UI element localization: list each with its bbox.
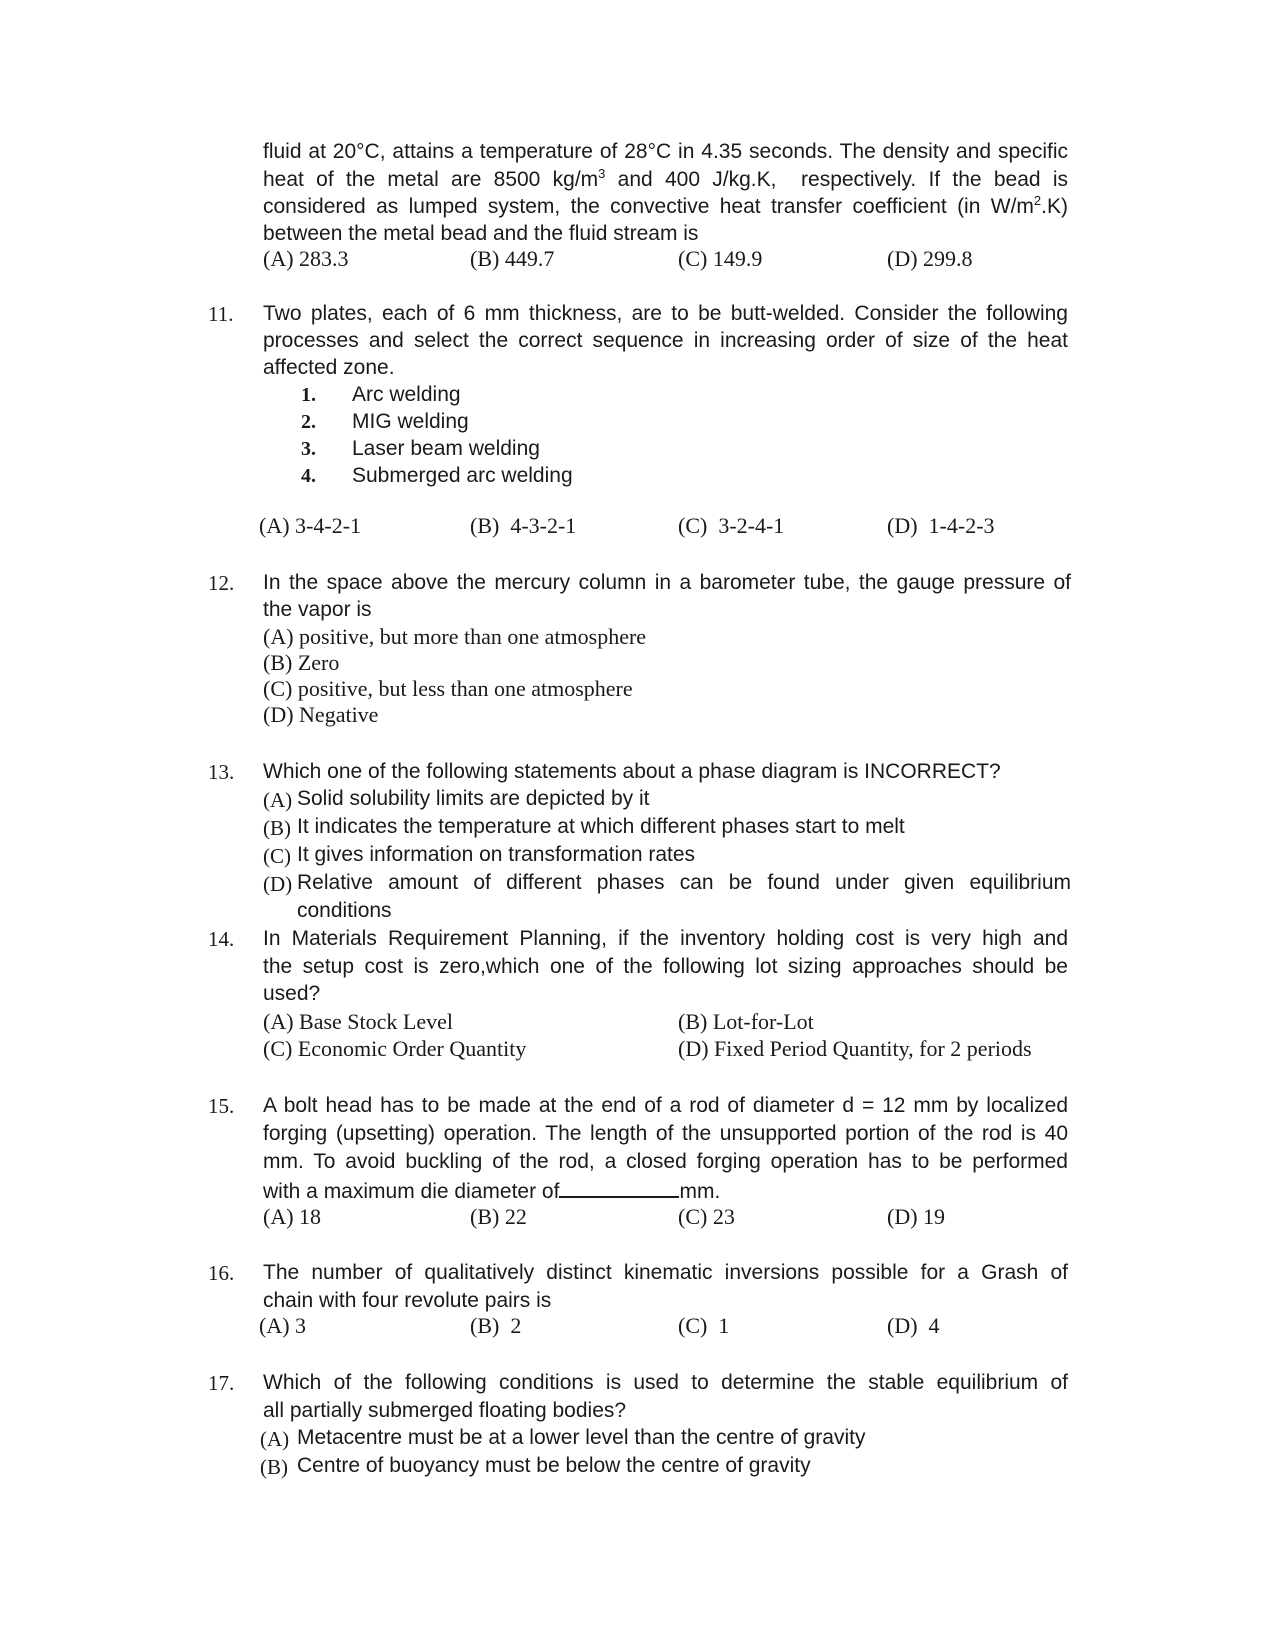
q13-option-d-text: Relative amount of different phases can be found under given equilibrium: [297, 871, 1071, 894]
q10-line-3: considered as lumped system, the convective heat transfer coefficient (in $W/m^2.K$): [263, 193, 1068, 218]
q14-number: 14.: [208, 927, 235, 951]
q12-number: 12.: [208, 571, 235, 595]
q16-option-a: (A) 3: [259, 1313, 307, 1338]
q11-item-number: 4.: [301, 465, 316, 487]
q11-line-2: processes and select the correct sequence in increasing order of size of the heat: [263, 329, 1068, 352]
q11-item-text: Arc welding: [352, 383, 461, 406]
q10-line-2: heat of the metal are 8500 $kg/m^3$ and 400 J/kg.K, respectively. If the bead is: [263, 166, 1069, 191]
q12-option-a: (A) positive, but more than one atmosphere: [263, 624, 647, 649]
q13-option-c-text: It gives information on transformation rates: [297, 843, 696, 866]
q15-option-d: (D) 19: [887, 1204, 946, 1229]
q11-option-a: (A) 3-4-2-1: [259, 513, 362, 538]
q13-option-d-label: (D): [263, 872, 293, 896]
q13-line-1: Which one of the following statements about a phase diagram is INCORRECT?: [263, 760, 1001, 783]
q14-option-a: (A) Base Stock Level: [263, 1009, 453, 1034]
q11-item-number: 2.: [301, 411, 316, 433]
q13-option-b-label: (B): [263, 816, 291, 840]
q11-item-text: Laser beam welding: [352, 437, 540, 460]
q13-option-a-label: (A): [263, 788, 293, 812]
q12-line-2: the vapor is: [263, 598, 372, 621]
q11-item-text: Submerged arc welding: [352, 464, 573, 487]
q11-item-text: MIG welding: [352, 410, 469, 433]
q13-option-d-continuation: conditions: [297, 899, 392, 922]
q12-line-1: In the space above the mercury column in a barometer tube, the gauge pressure of: [263, 571, 1071, 594]
q10-line-4: between the metal bead and the fluid stream is: [263, 222, 699, 245]
q11-item-number: 3.: [301, 438, 316, 460]
q15-option-c: (C) 23: [678, 1204, 735, 1229]
q12-option-c: (C) positive, but less than one atmosphere: [263, 676, 633, 701]
q10-option-a: (A) 283.3: [263, 246, 349, 271]
q10-option-c: (C) 149.9: [678, 246, 763, 271]
q17-line-1: Which of the following conditions is used to determine the stable equilibrium of: [263, 1371, 1068, 1394]
q11-option-d: (D) 1-4-2-3: [887, 513, 995, 538]
q15-option-a: (A) 18: [263, 1204, 322, 1229]
q13-option-b-text: It indicates the temperature at which different phases start to melt: [297, 815, 905, 838]
q11-option-c: (C) 3-2-4-1: [678, 513, 785, 538]
q15-line-3: mm. To avoid buckling of the rod, a closed forging operation has to be performed: [263, 1150, 1068, 1173]
q11-number: 11.: [208, 302, 234, 326]
q17-option-a-text: Metacentre must be at a lower level than the centre of gravity: [297, 1426, 866, 1449]
q15-line-2: forging (upsetting) operation. The length of the unsupported portion of the rod is 40: [263, 1122, 1068, 1145]
q17-option-b-label: (B): [260, 1455, 288, 1479]
q17-number: 17.: [208, 1371, 235, 1395]
q10-line-1: fluid at 20°C, attains a temperature of 28°C in 4.35 seconds. The density and specific: [263, 140, 1068, 163]
q14-line-3: used?: [263, 982, 321, 1005]
q16-line-1: The number of qualitatively distinct kinematic inversions possible for a Grash of: [263, 1261, 1068, 1284]
q14-option-d: (D) Fixed Period Quantity, for 2 periods: [678, 1036, 1032, 1061]
q14-option-c: (C) Economic Order Quantity: [263, 1036, 527, 1061]
q12-option-d: (D) Negative: [263, 702, 379, 727]
q13-option-c-label: (C): [263, 844, 291, 868]
q13-number: 13.: [208, 760, 235, 784]
q15-option-b: (B) 22: [470, 1204, 527, 1229]
answer-blank: [559, 1178, 679, 1198]
q17-option-b-text: Centre of buoyancy must be below the centre of gravity: [297, 1454, 811, 1477]
q15-line-1: A bolt head has to be made at the end of a rod of diameter d = 12 mm by localized: [263, 1094, 1068, 1117]
q11-item-number: 1.: [301, 384, 316, 406]
q11-option-b: (B) 4-3-2-1: [470, 513, 577, 538]
q12-option-b: (B) Zero: [263, 650, 340, 675]
q10-option-b: (B) 449.7: [470, 246, 555, 271]
q16-option-b: (B) 2: [470, 1313, 522, 1338]
q15-line-4: with a maximum die diameter of mm.: [263, 1180, 721, 1203]
q13-option-a-text: Solid solubility limits are depicted by it: [297, 787, 650, 810]
q17-line-2: all partially submerged floating bodies?: [263, 1399, 627, 1422]
q16-line-2: chain with four revolute pairs is: [263, 1289, 552, 1312]
q14-option-b: (B) Lot-for-Lot: [678, 1009, 814, 1034]
q11-line-1: Two plates, each of 6 mm thickness, are to be butt-welded. Consider the following: [263, 302, 1068, 325]
q10-option-d: (D) 299.8: [887, 246, 973, 271]
q14-line-2: the setup cost is zero,which one of the following lot sizing approaches should be: [263, 955, 1068, 978]
q16-option-c: (C) 1: [678, 1313, 730, 1338]
q14-line-1: In Materials Requirement Planning, if the inventory holding cost is very high and: [263, 927, 1068, 950]
q16-number: 16.: [208, 1261, 235, 1285]
q17-option-a-label: (A): [260, 1427, 290, 1451]
q11-line-3: affected zone.: [263, 356, 395, 379]
q16-option-d: (D) 4: [887, 1313, 940, 1338]
q15-number: 15.: [208, 1094, 235, 1118]
